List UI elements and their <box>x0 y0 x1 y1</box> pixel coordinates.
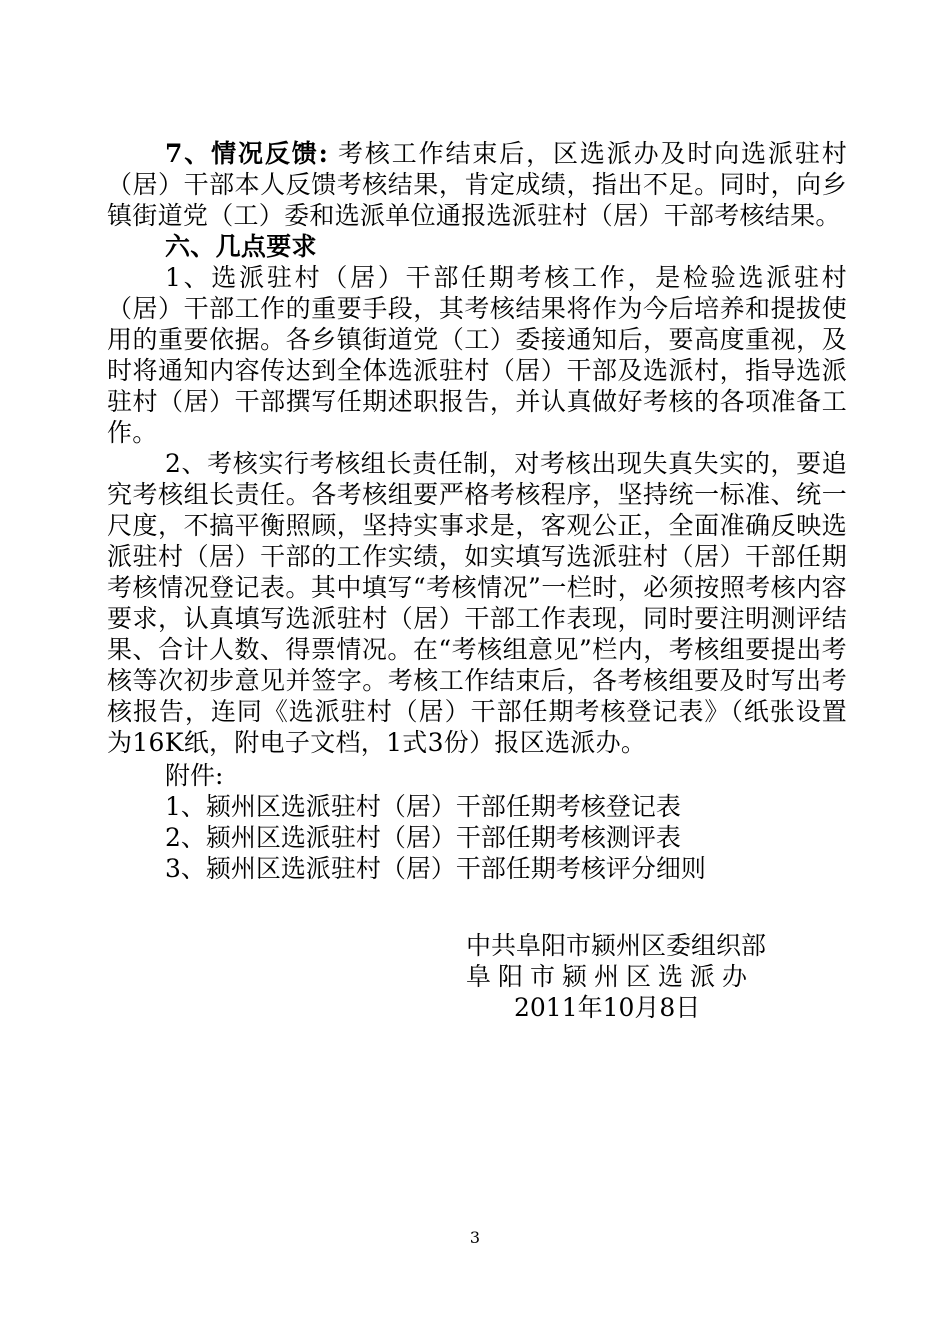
item7-label: 7、情况反馈: <box>165 139 329 168</box>
section6-heading: 六、几点要求 <box>165 232 317 261</box>
attachments-label: 附件: <box>165 761 224 790</box>
attachment-item-3: 3、颍州区选派驻村（居）干部任期考核评分细则 <box>165 854 706 883</box>
attachment-item-1: 1、颍州区选派驻村（居）干部任期考核登记表 <box>165 792 681 821</box>
item7-text: 考核工作结束后，区选派办及时向选派驻村（居）干部本人反馈考核结果，肯定成绩，指出不足。同时，向乡镇街道党（工）委和选派单位通报选派驻村（居）干部考核结果。 <box>107 139 848 230</box>
signature-date: 2011年10月8日 <box>514 993 701 1022</box>
body-text <box>107 138 847 758</box>
requirement-2: 2、考核实行考核组长责任制，对考核出现失真失实的，要追究考核组长责任。各考核组要严格考核程序，坚持统一标准、统一尺度，不搞平衡照顾，坚持实事求是，客观公正，全面准确反映选派驻村（居）干部的工作实绩，如实填写选派驻村（居）干部任期考核情况登记表。其中填写“考核情况”一栏时，必须按照考核内容要求，认真填写选派驻村（居）干部工作表现，同时要注明测评结果、合计人数、得票情况。在“考核组意见”栏内，考核组要提出考核等次初步意见并签字。考核工作结束后，各考核组要及时写出考核报告，连同《选派驻村（居）干部任期考核登记表》（纸张设置为16K纸，附电子文档，1式3份）报区选派办。 <box>107 449 847 757</box>
attachments <box>165 760 706 884</box>
attachment-item-2: 2、颍州区选派驻村（居）干部任期考核测评表 <box>165 823 681 852</box>
signature-org-1: 中共阜阳市颍州区委组织部 <box>466 931 767 960</box>
signature-org-2: 阜阳市颍州区选派办 <box>466 962 755 991</box>
page-number: 3 <box>469 1228 481 1247</box>
item7-paragraph <box>107 138 847 231</box>
requirement-1: 1、选派驻村（居）干部任期考核工作，是检验选派驻村（居）干部工作的重要手段，其考核结果将作为今后培养和提拔使用的重要依据。各乡镇街道党（工）委接通知后，要高度重视，及时将通知内容传达到全体选派驻村（居）干部及选派村，指导选派驻村（居）干部撰写任期述职报告，并认真做好考核的各项准备工作。 <box>107 263 847 447</box>
signature-block <box>466 930 766 1023</box>
